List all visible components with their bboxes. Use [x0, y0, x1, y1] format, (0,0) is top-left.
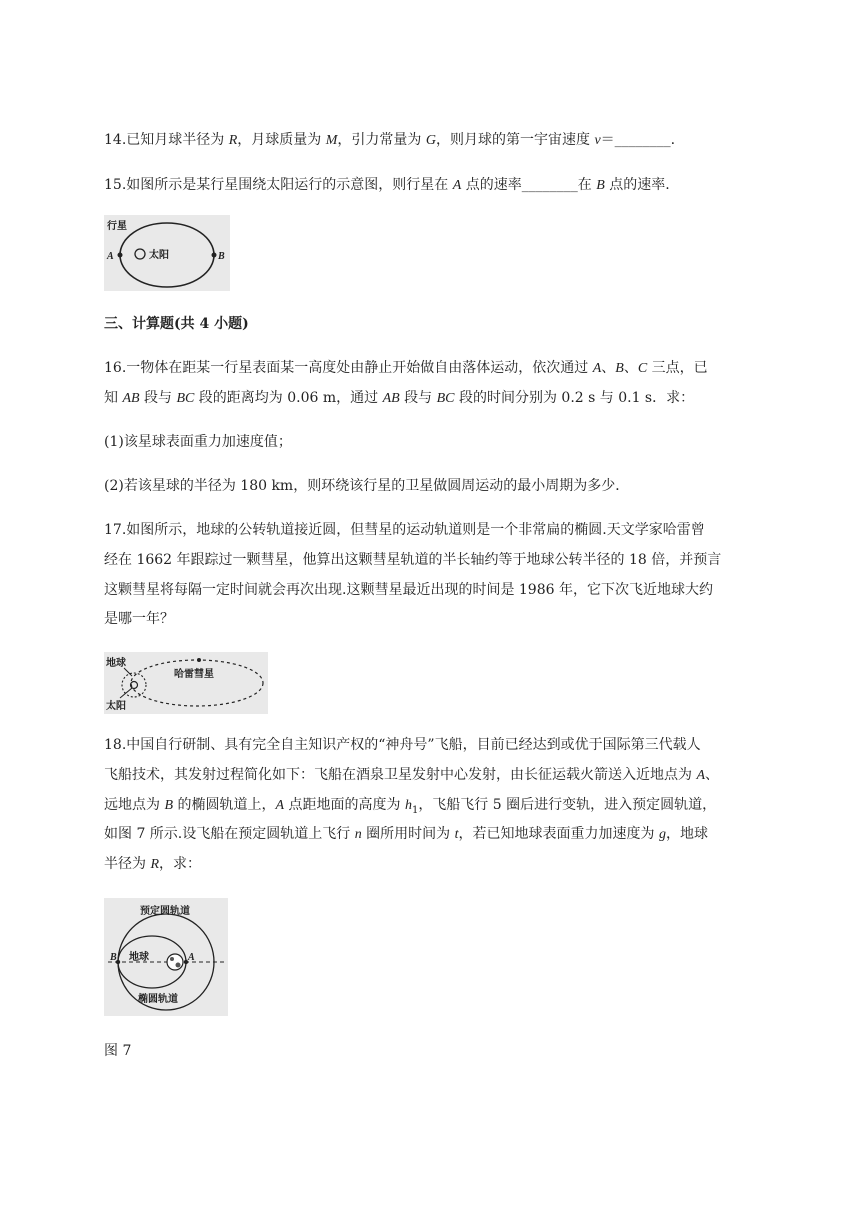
- figure-halley-comet: [104, 652, 268, 714]
- var-C: C: [637, 361, 648, 376]
- var-A: A: [452, 178, 462, 193]
- planet-dot-B: [212, 253, 217, 258]
- var-B: B: [164, 798, 174, 813]
- figure-7-caption: 图 7: [104, 1043, 132, 1059]
- var-G: G: [425, 133, 436, 148]
- label-earth: 地球: [106, 658, 126, 669]
- q18-text: 点距地面的高度为: [284, 797, 405, 813]
- q14-text: ，则月球的第一宇宙速度: [435, 132, 595, 148]
- q16-text: 段与: [139, 390, 177, 406]
- var-R: R: [150, 857, 160, 872]
- var-t: t: [454, 827, 459, 842]
- q14-text: 14.已知月球半径为: [104, 132, 229, 148]
- label-B: B: [218, 251, 225, 262]
- planet-dot-A: [118, 253, 123, 258]
- var-BC: BC: [176, 391, 195, 406]
- var-AB: AB: [382, 391, 400, 406]
- q18-text: 远地点为: [104, 797, 165, 813]
- q16-text: 、: [623, 360, 638, 376]
- question-15: [104, 171, 764, 200]
- question-17-line3: 这颗彗星将每隔一定时间就会再次出现.这颗彗星最近出现的时间是 1986 年，它下次飞近地球大约: [104, 582, 713, 598]
- label-A: A: [107, 251, 114, 262]
- question-18-line2: [104, 761, 764, 790]
- question-16-sub1: (1)该星球表面重力加速度值；: [104, 434, 292, 450]
- figure-7-orbits: [104, 898, 228, 1016]
- question-16-sub2: (2)若该星球的半径为 180 km，则环绕该行星的卫星做圆周运动的最小周期为多少．: [104, 478, 630, 494]
- q15-text: 15.如图所示是某行星围绕太阳运行的示意图，则行星在: [104, 177, 453, 193]
- var-v: v: [594, 133, 601, 148]
- question-16-line2: [104, 384, 764, 413]
- orbit-diagram: [104, 215, 230, 291]
- var-R: R: [228, 133, 238, 148]
- q18-text: 飞船技术，其发射过程简化如下：飞船在酒泉卫星发射中心发射，由长征运载火箭送入近地点为: [104, 767, 697, 783]
- question-14: [104, 126, 764, 155]
- q18-text: 、: [705, 767, 720, 783]
- q18-text: 圈所用时间为: [361, 826, 455, 842]
- var-h: h: [404, 798, 412, 813]
- question-17-line1: 17.如图所示，地球的公转轨道接近圆，但彗星的运动轨道则是一个非常扁的椭圆.天文学家哈雷曾: [104, 522, 705, 538]
- label-earth: 地球: [129, 952, 149, 963]
- spacecraft-orbit-diagram: [104, 898, 228, 1016]
- q14-text: ，引力常量为: [337, 132, 426, 148]
- label-B: B: [110, 952, 117, 963]
- var-M: M: [325, 133, 338, 148]
- q16-text: 三点，已: [647, 360, 708, 376]
- comet-dot: [197, 658, 201, 662]
- var-B: B: [615, 361, 624, 376]
- var-AB: AB: [122, 391, 140, 406]
- q16-text: 知: [104, 390, 123, 406]
- q18-text: ，地球: [665, 826, 708, 842]
- q14-blank: ＝________.: [600, 132, 676, 148]
- var-B: B: [596, 178, 605, 193]
- var-n: n: [354, 827, 362, 842]
- question-17-line2: 经在 1662 年跟踪过一颗彗星，他算出这颗彗星轨道的半长轴约等于地球公转半径的 18 倍，并预言: [104, 552, 722, 568]
- q18-text: ，求：: [159, 856, 202, 872]
- q16-text: 段与: [399, 390, 437, 406]
- section-heading: 三、计算题(共 4 小题): [104, 316, 249, 332]
- question-18-line1: 18.中国自行研制、具有完全自主知识产权的“神舟号”飞船，目前已经达到或优于国际第三代载人: [104, 737, 701, 753]
- q14-text: ，月球质量为: [237, 132, 326, 148]
- var-g: g: [658, 827, 666, 842]
- q16-text: 段的距离均为 0.06 m，通过: [194, 390, 383, 406]
- label-circle-orbit: 预定圆轨道: [140, 906, 190, 917]
- var-A: A: [696, 768, 706, 783]
- question-18-line4: [104, 820, 764, 849]
- q18-text: 如图 7 所示.设飞船在预定圆轨道上飞行: [104, 826, 355, 842]
- var-A: A: [275, 798, 285, 813]
- label-sun: 太阳: [106, 701, 126, 712]
- q16-text: 16.一物体在距某一行星表面某一高度处由静止开始做自由落体运动，依次通过: [104, 360, 593, 376]
- earth-icon: [167, 954, 183, 970]
- var-A: A: [592, 361, 602, 376]
- label-ellipse-orbit: 椭圆轨道: [138, 994, 178, 1005]
- q15-text: 点的速率________在: [461, 177, 597, 193]
- q18-text: 的椭圆轨道上，: [173, 797, 276, 813]
- comet-orbit-diagram: [104, 652, 268, 714]
- label-A: A: [188, 952, 195, 963]
- q16-text: 段的时间分别为 0.2 s 与 0.1 s．求：: [454, 390, 695, 406]
- q15-text: 点的速率.: [604, 177, 670, 193]
- question-18-line5: [104, 850, 764, 879]
- question-17-line4: 是哪一年？: [104, 611, 174, 627]
- q18-text: 半径为: [104, 856, 151, 872]
- label-comet: 哈雷彗星: [174, 669, 214, 680]
- q18-text: ，若已知地球表面重力加速度为: [458, 826, 659, 842]
- q16-text: 、: [601, 360, 616, 376]
- subscript-1: 1: [411, 804, 419, 816]
- q18-text: ，飞船飞行 5 圈后进行变轨，进入预定圆轨道，: [418, 797, 717, 813]
- var-BC: BC: [436, 391, 455, 406]
- question-16-line1: [104, 354, 764, 383]
- figure-planet-orbit: [104, 215, 230, 291]
- label-planet: 行星: [107, 221, 127, 232]
- label-sun: 太阳: [149, 250, 169, 261]
